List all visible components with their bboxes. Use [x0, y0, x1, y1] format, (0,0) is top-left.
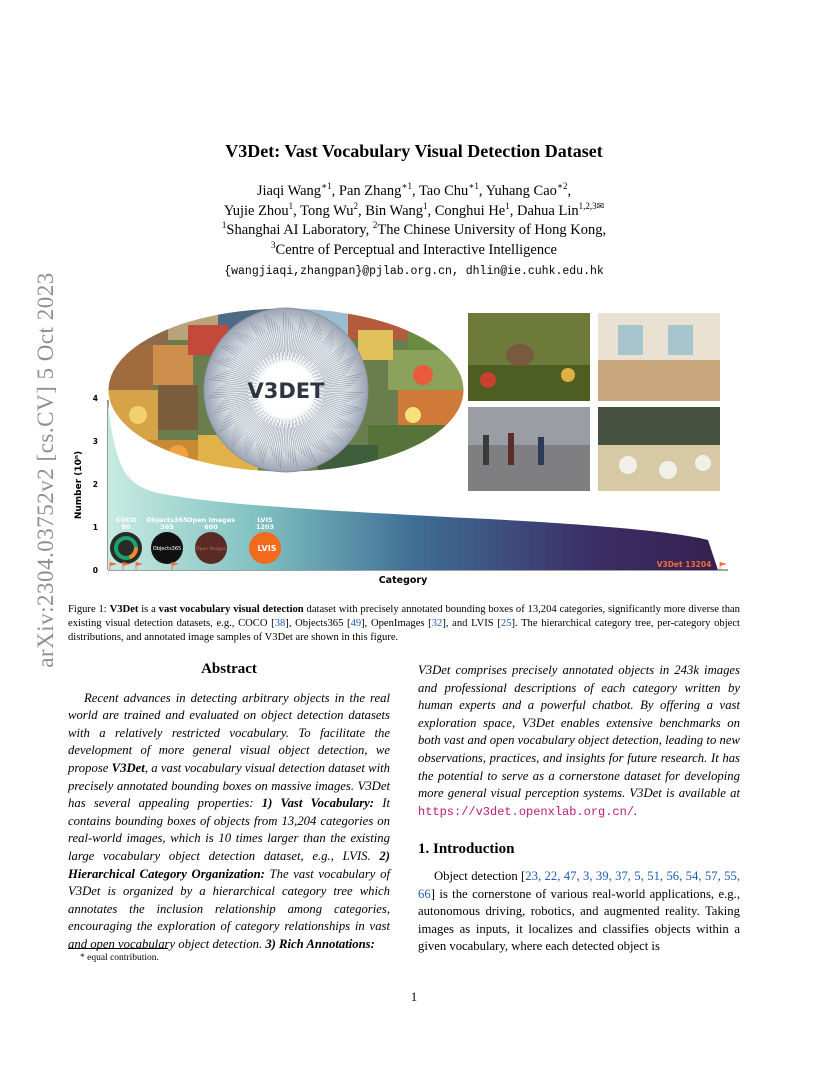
- coco-name-label: COCO: [115, 516, 137, 524]
- abstract-end: .: [634, 803, 638, 818]
- property-rich-annotations: 3) Rich Annotations:: [265, 936, 375, 951]
- abstract-body: [68, 690, 390, 954]
- y-tick-label: 2: [92, 480, 98, 489]
- intro-heading: 1. Introduction: [418, 841, 515, 858]
- y-axis-label: Number (10ⁿ): [74, 450, 84, 520]
- lvis-name-label: LVIS: [257, 516, 273, 524]
- annotated-image-samples: [468, 313, 720, 491]
- flag-icon: [720, 562, 727, 566]
- citation-link[interactable]: 23, 22, 47, 3, 39, 37, 5, 51, 56, 54, 57, 55, 66: [418, 868, 741, 901]
- dataset-url-link[interactable]: https://v3det.openxlab.org.cn/: [418, 804, 635, 819]
- caption-text: ], OpenImages [: [361, 618, 432, 629]
- caption-text: ]. The hierarchical category tree, per-category object distributions, and annotated image samples of V3Det are shown in this figure.: [68, 618, 740, 643]
- footnote-rule: [68, 948, 168, 949]
- caption-text: dataset with precisely annotated bounding boxes of 13,204 categories, significantly more diverse than existing visual detection datasets, e.g., COCO [: [68, 604, 740, 629]
- right-column: [418, 662, 740, 956]
- caption-bold-v3det: V3Det: [109, 604, 139, 615]
- openimages-badge: [195, 532, 227, 564]
- author-line-2: Yujie Zhou$^1$, Tong Wu$^2$, Bin Wang$^1$, Conghui He$^1$, Dahua Lin$^{1,2,3✉}$: [223, 200, 605, 219]
- abstract-text: The vast vocabulary of V3Det is organized by a hierarchical category tree which annotates the inclusion relationship among categories, encouraging the exploration of category relationships in vast and open vocabulary object detection.: [68, 866, 390, 951]
- affiliation-line-2: $^3$Centre of Perceptual and Interactive Intelligence: [271, 239, 557, 258]
- y-tick-label: 3: [92, 437, 98, 446]
- abstract-text: It contains bounding boxes of objects from 13,204 categories on real-world images, which is 10 times larger than the existing large vocabulary object detection dataset, e.g., LVIS.: [68, 796, 390, 863]
- author-block: [0, 182, 828, 282]
- coco-count-label: 80: [121, 523, 131, 531]
- page-number: 1: [410, 990, 418, 1004]
- abstract-v3det: V3Det: [111, 760, 145, 775]
- y-tick-label: 0: [92, 566, 98, 575]
- category-tree-wheel: [204, 308, 368, 472]
- paper-title: V3Det: Vast Vocabulary Visual Detection Dataset: [225, 141, 603, 161]
- y-tick-label: 1: [92, 523, 98, 532]
- openimages-count-label: 600: [204, 523, 218, 531]
- citation-link[interactable]: 49: [350, 618, 362, 629]
- caption-text: is a: [138, 604, 159, 615]
- author-line-1: Jiaqi Wang$^{∗1}$, Pan Zhang$^{∗1}$, Tao Chu$^{∗1}$, Yuhang Cao$^{∗2}$,: [256, 181, 572, 199]
- abstract-text: , a vast vocabulary visual detection dataset with precisely annotated bounding boxes on massive images. V3Det has several appealing properties:: [68, 760, 390, 811]
- coco-badge: [110, 532, 142, 564]
- abstract-section: [68, 661, 390, 954]
- figure-1: [68, 305, 740, 590]
- author-email: {wangjiaqi,zhangpan}@pjlab.org.cn, dhlin@ie.cuhk.edu.hk: [224, 265, 604, 278]
- abstract-text: V3Det comprises precisely annotated objects in 243k images and professional descriptions of each category written by human experts and a powerful chatbot. By offering a vast exploration space, V3Det enables extensive benchmarks on both vast and open vocabulary object detection, leading to new observations, practices, and insights for future research. It has the potential to serve as a cornerstone dataset for developing more general visual perception systems. V3Det is available at: [418, 663, 740, 801]
- arxiv-id: arXiv:2304.03752v2 [cs.CV] 5 Oct 2023: [33, 272, 58, 668]
- caption-bold-vvd: vast vocabulary visual detection: [158, 604, 304, 615]
- objects365-badge: [151, 532, 183, 564]
- abstract-body-continued: [418, 662, 740, 821]
- figure-caption: [68, 603, 740, 645]
- citation-link[interactable]: 32: [431, 618, 443, 629]
- abstract-text: Recent advances in detecting arbitrary objects in the real world are trained and evaluated on object detection datasets with a relatively restricted vocabulary. To facilitate the development of more general visual object detection, we propose: [68, 690, 390, 775]
- abstract-heading: Abstract: [201, 661, 257, 677]
- openimages-badge-label: Open Images: [196, 547, 226, 552]
- affiliation-line-1: $^1$Shanghai AI Laboratory, $^2$The Chinese University of Hong Kong,: [221, 220, 607, 238]
- property-hierarchical: 2) Hierarchical Category Organization:: [68, 848, 390, 881]
- caption-label: Figure 1:: [68, 604, 107, 615]
- intro-text: Object detection [: [434, 868, 526, 883]
- lvis-badge-label: LVIS: [257, 544, 277, 553]
- lvis-badge: [249, 532, 281, 564]
- citation-link[interactable]: 25: [500, 618, 512, 629]
- v3det-count-label: V3Det 13204: [656, 560, 712, 569]
- figure-1-graphic: [68, 305, 740, 590]
- x-axis-label: Category: [378, 575, 428, 586]
- openimages-name-label: Open Images: [187, 516, 235, 524]
- objects365-name-label: Objects365: [146, 516, 188, 524]
- v3det-logo-text: V3DET: [247, 379, 325, 403]
- citation-link[interactable]: 38: [274, 618, 286, 629]
- y-tick-label: 4: [92, 394, 98, 403]
- intro-body: [418, 868, 740, 956]
- caption-text: ], and LVIS [: [442, 618, 501, 629]
- caption-text: ], Objects365 [: [285, 618, 351, 629]
- property-vast-vocabulary: 1) Vast Vocabulary:: [261, 796, 375, 811]
- objects365-count-label: 365: [160, 523, 174, 531]
- intro-text: ] is the cornerstone of various real-world applications, e.g., autonomous driving, robotics, and augmented reality. Taking images as inputs, it localizes and classifies objects within a given vocabulary, where each detected object is: [418, 886, 740, 954]
- objects365-badge-label: Objects365: [152, 546, 182, 552]
- footnote: * equal contribution.: [80, 953, 159, 963]
- lvis-count-label: 1203: [255, 523, 275, 531]
